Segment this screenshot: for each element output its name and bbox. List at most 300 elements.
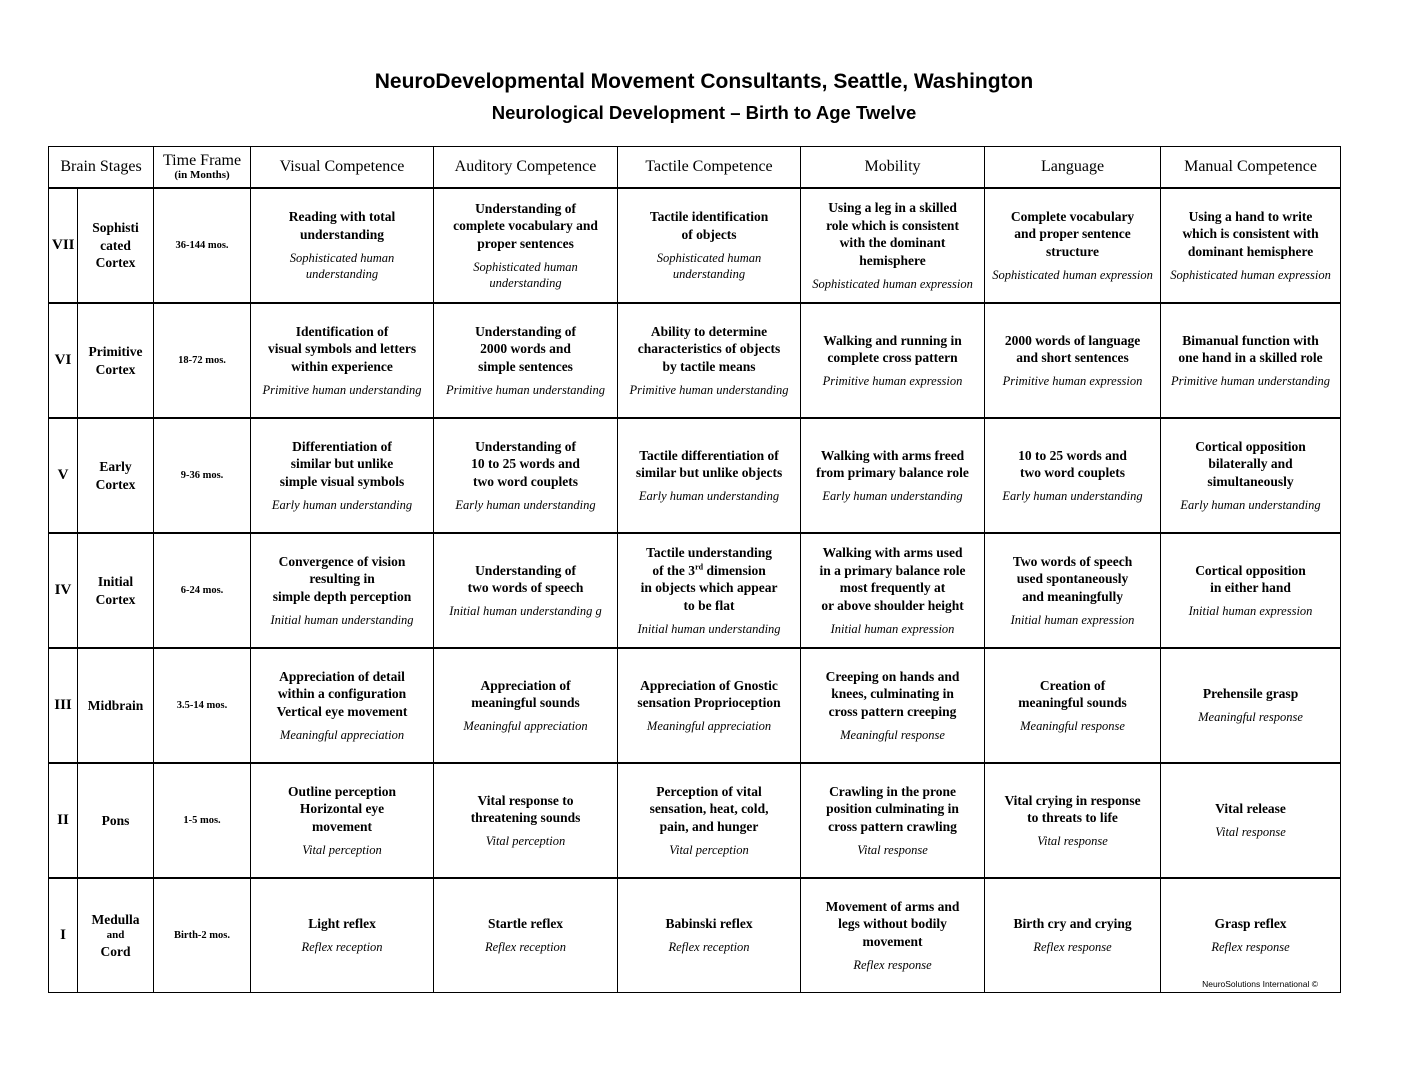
page-subtitle: Neurological Development – Birth to Age Twelve [491, 102, 917, 123]
auditory-description [437, 562, 614, 598]
header-language: Language [985, 147, 1161, 189]
text-line: Appreciation of Gnostic [640, 677, 778, 693]
text-line: Initial human expression [1010, 613, 1135, 628]
page-title: NeuroDevelopmental Movement Consultants, Seattle, Washington [374, 70, 1034, 93]
stage-name-line: Sophisti [92, 220, 139, 236]
mobility-description [804, 898, 981, 951]
stage-name-line: Cortex [95, 591, 136, 607]
text-line: Understanding of [475, 562, 576, 578]
visual-note [254, 939, 430, 955]
text-line: and proper sentence [1014, 226, 1131, 242]
text-line: simple sentences [478, 359, 573, 375]
language-description [988, 332, 1157, 368]
text-line: movement [312, 819, 372, 835]
stage-name-line: Midbrain [87, 697, 144, 713]
text-line: Reflex response [1211, 940, 1290, 955]
manual-cell [1161, 878, 1341, 993]
text-line: simultaneously [1207, 474, 1294, 490]
text-line: Meaningful response [1198, 710, 1303, 725]
text-line: Primitive human expression [1002, 374, 1143, 389]
text-line: dominant hemisphere [1187, 244, 1314, 260]
text-line: simple visual symbols [279, 474, 405, 490]
text-line: two word couplets [473, 474, 579, 490]
stage-number: IV [49, 533, 78, 648]
tactile-description [621, 208, 797, 244]
stage-name-line: Pons [101, 812, 130, 828]
table-row [49, 533, 1341, 648]
text-line: Convergence of vision [278, 553, 406, 569]
mobility-cell [801, 648, 985, 763]
text-line: Sophisticated human expression [812, 277, 973, 291]
copyright-footer: NeuroSolutions International © [1202, 979, 1318, 989]
stage-number: I [49, 878, 78, 993]
stage-name-line: Initial [97, 573, 134, 589]
stage-name-line: cated [100, 237, 131, 253]
tactile-cell [618, 188, 801, 303]
tactile-cell [618, 303, 801, 418]
text-line: Vital response [1037, 834, 1108, 849]
stage-number: VII [49, 188, 78, 303]
text-line: Meaningful response [1020, 719, 1125, 734]
stage-name-line: Cortex [95, 361, 136, 377]
tactile-description [621, 677, 797, 713]
mobility-description [804, 447, 981, 483]
stage-number: II [49, 763, 78, 878]
text-line: bilaterally and [1208, 456, 1293, 472]
visual-note [254, 250, 430, 283]
stage-name [78, 188, 154, 303]
table-row [49, 763, 1341, 878]
stage-name-line: Medulla [91, 911, 140, 927]
auditory-cell [434, 418, 618, 533]
table-row [49, 303, 1341, 418]
text-line: Crawling in the prone [829, 783, 956, 799]
text-line: Meaningful appreciation [279, 728, 405, 743]
auditory-note [437, 833, 614, 849]
time-frame: 6-24 mos. [154, 533, 251, 648]
time-frame: 9-36 mos. [154, 418, 251, 533]
mobility-note [804, 373, 981, 389]
text-line: Walking and running in [823, 332, 962, 348]
text-line: Cortical opposition [1195, 438, 1306, 454]
visual-description [254, 915, 430, 933]
stage-name [78, 648, 154, 763]
language-note [988, 267, 1157, 283]
text-line: with the dominant [839, 235, 946, 251]
text-line: pain, and hunger [659, 819, 759, 835]
text-line [621, 562, 797, 580]
language-note [988, 833, 1157, 849]
text-line: Primitive human understanding [262, 383, 422, 398]
text-line: similar but unlike objects [635, 465, 783, 481]
text-fragment: dimension [703, 562, 766, 578]
tactile-cell [618, 533, 801, 648]
text-line: visual symbols and letters [267, 341, 417, 357]
language-note [988, 373, 1157, 389]
text-line: Understanding of [475, 200, 576, 216]
manual-description [1164, 685, 1337, 703]
visual-note [254, 612, 430, 628]
stage-number: III [49, 648, 78, 763]
manual-description [1164, 915, 1337, 933]
text-fragment: of the 3 [652, 562, 696, 578]
visual-note [254, 497, 430, 513]
text-line: Initial human expression [830, 622, 955, 636]
manual-note [1164, 497, 1337, 513]
text-line: Sophisticated human [289, 251, 395, 266]
tactile-description [621, 544, 797, 615]
text-line: by tactile means [662, 359, 756, 375]
text-line: Initial human expression [1188, 604, 1313, 619]
text-line: Early human understanding [1180, 498, 1321, 513]
header-brain-stages: Brain Stages [49, 147, 154, 189]
text-line: within a configuration [277, 686, 407, 702]
text-line: Vital perception [669, 843, 749, 858]
text-line: structure [1046, 244, 1100, 260]
text-line: Meaningful appreciation [646, 719, 772, 734]
time-frame: Birth-2 mos. [154, 878, 251, 993]
text-line: Startle reflex [487, 916, 564, 932]
text-line: Identification of [295, 323, 389, 339]
text-line: Two words of speech [1012, 553, 1133, 569]
visual-description [254, 208, 430, 244]
text-line: in objects which appear [640, 580, 778, 596]
visual-description [254, 783, 430, 836]
time-frame: 18-72 mos. [154, 303, 251, 418]
language-description [988, 677, 1157, 713]
time-frame: 1-5 mos. [154, 763, 251, 878]
language-description [988, 208, 1157, 261]
manual-cell [1161, 763, 1341, 878]
mobility-cell [801, 303, 985, 418]
table-row [49, 878, 1341, 993]
text-line: complete vocabulary and [453, 218, 598, 234]
language-description [988, 915, 1157, 933]
manual-cell [1161, 533, 1341, 648]
tactile-note [621, 842, 797, 858]
text-line: Reflex response [1033, 940, 1112, 955]
text-line: understanding [489, 276, 562, 291]
auditory-description [437, 915, 614, 933]
header-auditory: Auditory Competence [434, 147, 618, 189]
language-cell [985, 763, 1161, 878]
text-line: Light reflex [308, 916, 376, 932]
text-line: legs without bodily [838, 916, 947, 932]
manual-note [1164, 373, 1337, 389]
text-line: meaningful sounds [471, 695, 580, 711]
visual-cell [251, 648, 434, 763]
text-line: Appreciation of detail [279, 668, 405, 684]
table-body [49, 188, 1341, 993]
manual-description [1164, 438, 1337, 491]
text-line: Sophisticated human [473, 259, 578, 274]
manual-note [1164, 603, 1337, 619]
text-line: Early human understanding [638, 489, 780, 504]
language-note [988, 718, 1157, 734]
text-line: Prehensile grasp [1202, 686, 1299, 702]
text-line: to threats to life [1027, 810, 1118, 826]
manual-description [1164, 800, 1337, 818]
text-line: Primitive human understanding [1171, 374, 1331, 389]
text-line: Using a hand to write [1188, 208, 1313, 224]
auditory-description [437, 323, 614, 376]
text-line: understanding [299, 227, 385, 243]
manual-note [1164, 824, 1337, 840]
text-line: in a primary balance role [819, 562, 966, 578]
text-line: sensation Proprioception [637, 695, 781, 711]
mobility-cell [801, 533, 985, 648]
manual-note [1164, 267, 1337, 283]
tactile-cell [618, 418, 801, 533]
manual-cell [1161, 418, 1341, 533]
text-line: 2000 words of language [1004, 332, 1141, 348]
header-row [49, 147, 1341, 189]
text-line: within experience [291, 359, 393, 375]
text-line: Bimanual function with [1182, 332, 1319, 348]
text-line: Early human understanding [822, 489, 963, 504]
tactile-cell [618, 878, 801, 993]
language-cell [985, 648, 1161, 763]
stage-name-line: Early [99, 458, 132, 474]
tactile-note [621, 382, 797, 398]
text-line: sensation, heat, cold, [649, 801, 769, 817]
manual-cell [1161, 648, 1341, 763]
text-line: Initial human understanding [637, 622, 781, 636]
visual-description [254, 668, 430, 721]
tactile-note [621, 718, 797, 734]
text-line: Appreciation of [480, 677, 571, 693]
mobility-cell [801, 878, 985, 993]
stage-name [78, 303, 154, 418]
text-line: Vital response [1215, 825, 1286, 840]
text-line: to be flat [683, 598, 735, 614]
tactile-note [621, 250, 797, 283]
header-manual: Manual Competence [1161, 147, 1341, 189]
mobility-description [804, 199, 981, 270]
mobility-note [804, 842, 981, 858]
auditory-note [437, 259, 614, 292]
text-line: Primitive human expression [822, 374, 963, 389]
auditory-description [437, 200, 614, 253]
auditory-cell [434, 533, 618, 648]
text-line: of objects [681, 227, 737, 243]
text-line: Walking with arms used [822, 544, 963, 560]
mobility-note [804, 488, 981, 504]
text-line: movement [862, 934, 923, 950]
text-line: one hand in a skilled role [1178, 350, 1323, 366]
text-line: or above shoulder height [821, 598, 964, 614]
text-line: Vital response to [477, 792, 574, 808]
header-time-frame-label: Time Frame [162, 151, 242, 169]
language-description [988, 553, 1157, 606]
auditory-cell [434, 303, 618, 418]
auditory-cell [434, 648, 618, 763]
text-line: Creeping on hands and [825, 668, 960, 684]
stage-name-line: Cortex [95, 476, 136, 492]
text-line: Reflex reception [484, 940, 567, 955]
text-line: Reflex reception [668, 940, 750, 955]
text-line: Meaningful appreciation [463, 719, 588, 734]
visual-cell [251, 418, 434, 533]
text-line: two word couplets [1020, 465, 1126, 481]
tactile-description [621, 783, 797, 836]
text-line: Vital crying in response [1004, 792, 1141, 808]
auditory-note [437, 718, 614, 734]
mobility-description [804, 668, 981, 721]
auditory-description [437, 438, 614, 491]
text-line: understanding [305, 267, 379, 282]
text-line: Creation of [1039, 677, 1106, 693]
auditory-cell [434, 763, 618, 878]
language-note [988, 939, 1157, 955]
stage-name-line: Cord [100, 943, 131, 959]
auditory-note [437, 603, 614, 619]
text-line: Birth cry and crying [1013, 916, 1132, 932]
text-line: Meaningful response [840, 728, 945, 743]
language-cell [985, 878, 1161, 993]
text-line: Tactile differentiation of [639, 447, 779, 463]
stage-number: V [49, 418, 78, 533]
tactile-description [621, 447, 797, 483]
text-line: Vertical eye movement [276, 704, 408, 720]
text-line: Walking with arms freed [820, 447, 965, 463]
text-line: Differentiation of [292, 438, 392, 454]
text-line: Primitive human understanding [629, 383, 789, 398]
text-line: Complete vocabulary [1010, 208, 1135, 224]
text-line: used spontaneously [1016, 571, 1129, 587]
stage-name-line: and [106, 929, 125, 942]
text-line: meaningful sounds [1018, 695, 1127, 711]
text-line: similar but unlike [290, 456, 394, 472]
language-cell [985, 188, 1161, 303]
header-time-frame-sub: (in Months) [174, 168, 230, 181]
text-line: position culminating in [826, 801, 959, 817]
text-line: Vital response [857, 843, 928, 858]
auditory-cell [434, 878, 618, 993]
header-tactile: Tactile Competence [618, 147, 801, 189]
text-line: Primitive human understanding [446, 383, 606, 398]
text-line: Reflex reception [301, 940, 383, 955]
text-line: Vital perception [302, 843, 382, 858]
text-line: Understanding of [475, 323, 576, 339]
text-line: threatening sounds [470, 810, 581, 826]
text-line: Horizontal eye [299, 801, 385, 817]
tactile-cell [618, 648, 801, 763]
text-line: 10 to 25 words and [471, 456, 580, 472]
text-line: characteristics of objects [637, 341, 781, 357]
manual-description [1164, 562, 1337, 598]
text-line: Perception of vital [656, 783, 762, 799]
development-table [48, 146, 1341, 993]
text-line: Cortical opposition [1195, 562, 1306, 578]
text-line: 2000 words and [480, 341, 571, 357]
auditory-cell [434, 188, 618, 303]
text-line: Tactile identification [649, 209, 769, 225]
text-line: Early human understanding [271, 498, 413, 513]
mobility-description [804, 544, 981, 615]
auditory-note [437, 382, 614, 398]
text-line: Tactile understanding [646, 544, 772, 560]
text-line: which is consistent with [1182, 226, 1319, 242]
text-line: Early human understanding [1002, 489, 1143, 504]
visual-note [254, 727, 430, 743]
text-line: Using a leg in a skilled [828, 199, 957, 215]
language-cell [985, 303, 1161, 418]
stage-name [78, 533, 154, 648]
text-line: Early human understanding [455, 498, 596, 513]
text-line: Initial human understanding [270, 613, 414, 628]
table-row [49, 648, 1341, 763]
text-line: proper sentences [477, 236, 574, 252]
text-line: simple depth perception [272, 589, 412, 605]
mobility-note [804, 621, 981, 637]
text-line: Reading with total [288, 209, 396, 225]
visual-cell [251, 878, 434, 993]
text-line: understanding [672, 267, 746, 282]
text-line: resulting in [309, 571, 375, 587]
language-note [988, 488, 1157, 504]
manual-description [1164, 208, 1337, 261]
text-line: Sophisticated human [656, 251, 762, 266]
mobility-cell [801, 418, 985, 533]
stage-name [78, 763, 154, 878]
manual-note [1164, 939, 1337, 955]
auditory-note [437, 939, 614, 955]
manual-description [1164, 332, 1337, 368]
mobility-description [804, 783, 981, 836]
tactile-description [621, 323, 797, 376]
visual-cell [251, 763, 434, 878]
manual-note [1164, 709, 1337, 725]
text-line: complete cross pattern [827, 350, 958, 366]
text-line: in either hand [1210, 580, 1291, 596]
tactile-note [621, 621, 797, 637]
visual-cell [251, 303, 434, 418]
stage-number: VI [49, 303, 78, 418]
mobility-note [804, 276, 981, 292]
text-line: knees, culminating in [831, 686, 954, 702]
table-row [49, 188, 1341, 303]
manual-cell [1161, 303, 1341, 418]
ordinal-suffix: rd [695, 562, 704, 572]
mobility-cell [801, 188, 985, 303]
text-line: cross pattern creeping [828, 704, 957, 720]
text-line: two words of speech [467, 580, 584, 596]
text-line: Movement of arms and [825, 898, 960, 914]
mobility-description [804, 332, 981, 368]
auditory-note [437, 497, 614, 513]
text-line: Initial human understanding g [449, 604, 602, 619]
header-time-frame [154, 147, 251, 189]
text-line: Understanding of [475, 438, 576, 454]
mobility-cell [801, 763, 985, 878]
visual-note [254, 382, 430, 398]
visual-note [254, 842, 430, 858]
visual-description [254, 553, 430, 606]
text-line: Vital release [1215, 801, 1286, 817]
auditory-description [437, 792, 614, 828]
text-line: Ability to determine [650, 323, 768, 339]
auditory-description [437, 677, 614, 713]
mobility-note [804, 727, 981, 743]
language-description [988, 447, 1157, 483]
stage-name [78, 878, 154, 993]
header-mobility: Mobility [801, 147, 985, 189]
tactile-note [621, 488, 797, 504]
mobility-note [804, 957, 981, 973]
tactile-cell [618, 763, 801, 878]
text-line: from primary balance role [816, 465, 969, 481]
